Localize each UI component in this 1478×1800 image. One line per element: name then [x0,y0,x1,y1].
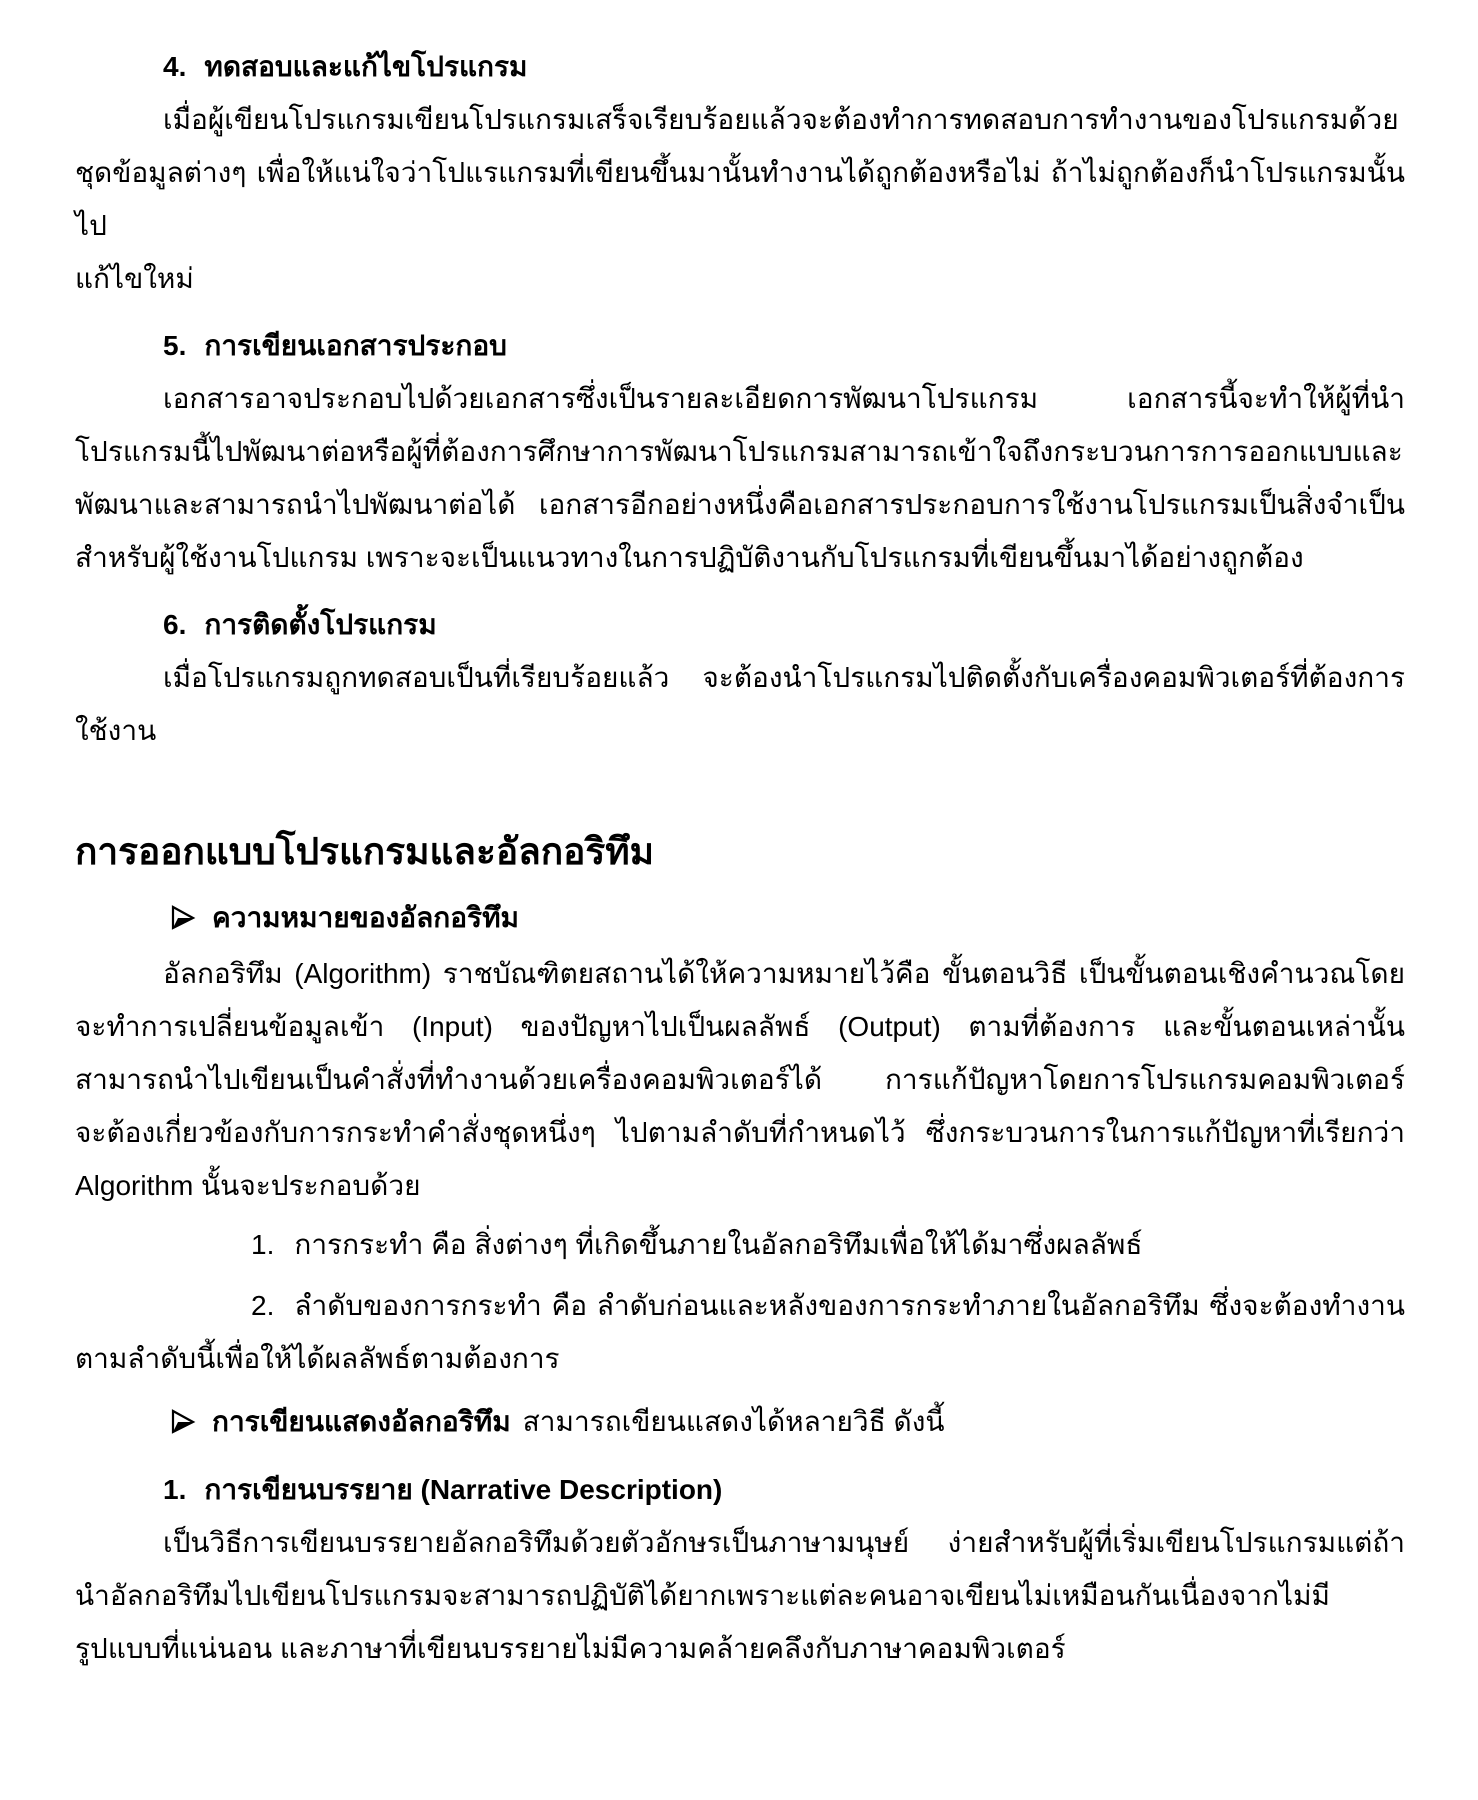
list-item [75,1218,1405,1271]
arrowhead-icon [170,1398,196,1451]
section-heading-4 [75,40,1405,93]
section-number: 5. [163,330,187,361]
bullet-text: สามารถเขียนแสดงได้หลายวิธี ดังนี้ [522,1406,945,1437]
method-heading-narrative [75,1463,1405,1516]
text-line: จะทำการเปลี่ยนข้อมูลเข้า (Input) ของปัญหาไปเป็นผลลัพธ์ (Output) ตามที่ต้องการ และขั้นตอนเหล่านั้น [75,1011,1405,1042]
text-line: รูปแบบที่แน่นอน และภาษาที่เขียนบรรยายไม่มีความคล้ายคลึงกับภาษาคอมพิวเตอร์ [75,1633,1066,1664]
text-line: Algorithm นั้นจะประกอบด้วย [75,1170,421,1201]
section-heading-6 [75,598,1405,651]
text-line: จะต้องเกี่ยวข้องกับการกระทำคำสั่งชุดหนึ่งๆ ไปตามลำดับที่กำหนดไว้ ซึ่งกระบวนการในการแก้ปัญหาที่เรียกว่า [75,1117,1405,1148]
text-line: อัลกอริทึม (Algorithm) ราชบัณฑิตยสถานได้ให้ความหมายไว้คือ ขั้นตอนวิธี เป็นขั้นตอนเชิงคำนวณโดย [163,958,1405,989]
text-line: ชุดข้อมูลต่างๆ เพื่อให้แน่ใจว่าโปแรแกรมที่เขียนขึ้นมานั้นทำงานได้ถูกต้องหรือไม่ ถ้าไม่ถูกต้องก็นำโปรแกรมนั้นไป [75,157,1405,241]
section-title: การติดตั้งโปรแกรม [204,609,437,640]
section-title: การเขียนเอกสารประกอบ [204,330,507,361]
text-line: เป็นวิธีการเขียนบรรยายอัลกอริทึมด้วยตัวอักษรเป็นภาษามนุษย์ ง่ายสำหรับผู้ที่เริ่มเขียนโปรแกรมแต่ถ้า [163,1527,1405,1558]
list-item-number: 2. [251,1290,275,1321]
text-line: เอกสารอาจประกอบไปด้วยเอกสารซึ่งเป็นรายละเอียดการพัฒนาโปรแกรม เอกสารนี้จะทำให้ผู้ที่นำ [163,383,1405,414]
bullet-label: ความหมายของอัลกอริทึม [212,902,520,933]
text-line: ใช้งาน [75,715,157,746]
bullet-meaning-of-algorithm [75,891,1405,947]
chapter-title: การออกแบบโปรแกรมและอัลกอริทึม [75,831,655,872]
list-item-text: การกระทำ คือ สิ่งต่างๆ ที่เกิดขึ้นภายในอัลกอริทึมเพื่อให้ได้มาซึ่งผลลัพธ์ [294,1229,1143,1260]
text-line: โปรแกรมนี้ไปพัฒนาต่อหรือผู้ที่ต้องการศึกษาการพัฒนาโปรแกรมสามารถเข้าใจถึงกระบวนการการออกแบบและ [75,436,1403,467]
text-line: เมื่อผู้เขียนโปรแกรมเขียนโปรแกรมเสร็จเรียบร้อยแล้วจะต้องทำการทดสอบการทำงานของโปรแกรมด้วย [163,104,1399,135]
method-number: 1. [163,1474,187,1505]
list-item [75,1279,1405,1332]
text-line: สามารถนำไปเขียนเป็นคำสั่งที่ทำงานด้วยเครื่องคอมพิวเตอร์ได้ การแก้ปัญหาโดยการโปรแกรมคอมพิวเตอร์ [75,1064,1405,1095]
section-number: 4. [163,51,187,82]
text-line: เมื่อโปรแกรมถูกทดสอบเป็นที่เรียบร้อยแล้ว จะต้องนำโปรแกรมไปติดตั้งกับเครื่องคอมพิวเตอร์ที่ต้องการ [163,662,1405,693]
arrowhead-icon [170,894,196,947]
list-item-text: ลำดับของการกระทำ คือ ลำดับก่อนและหลังของการกระทำภายในอัลกอริทึม ซึ่งจะต้องทำงาน [294,1290,1405,1321]
bullet-writing-algorithm [75,1395,1405,1451]
text-line: สำหรับผู้ใช้งานโปแกรม เพราะจะเป็นแนวทางในการปฏิบัติงานกับโปรแกรมที่เขียนขึ้นมาได้อย่างถูกต้อง [75,542,1304,573]
section-title: ทดสอบและแก้ไขโปรแกรม [204,51,528,82]
text-line: แก้ไขใหม่ [75,263,194,294]
list-item-number: 1. [251,1229,275,1260]
list-item-continuation: ตามลำดับนี้เพื่อให้ได้ผลลัพธ์ตามต้องการ [75,1343,560,1374]
section-heading-5 [75,319,1405,372]
section-number: 6. [163,609,187,640]
text-line: พัฒนาและสามารถนำไปพัฒนาต่อได้ เอกสารอีกอย่างหนึ่งคือเอกสารประกอบการใช้งานโปรแกรมเป็นสิ่งจำเป็น [75,489,1405,520]
text-line: นำอัลกอริทึมไปเขียนโปรแกรมจะสามารถปฏิบัติได้ยากเพราะแต่ละคนอาจเขียนไม่เหมือนกันเนื่องจากไม่มี [75,1580,1331,1611]
bullet-label: การเขียนแสดงอัลกอริทึม [212,1406,511,1437]
method-title: การเขียนบรรยาย (Narrative Description) [204,1474,723,1505]
